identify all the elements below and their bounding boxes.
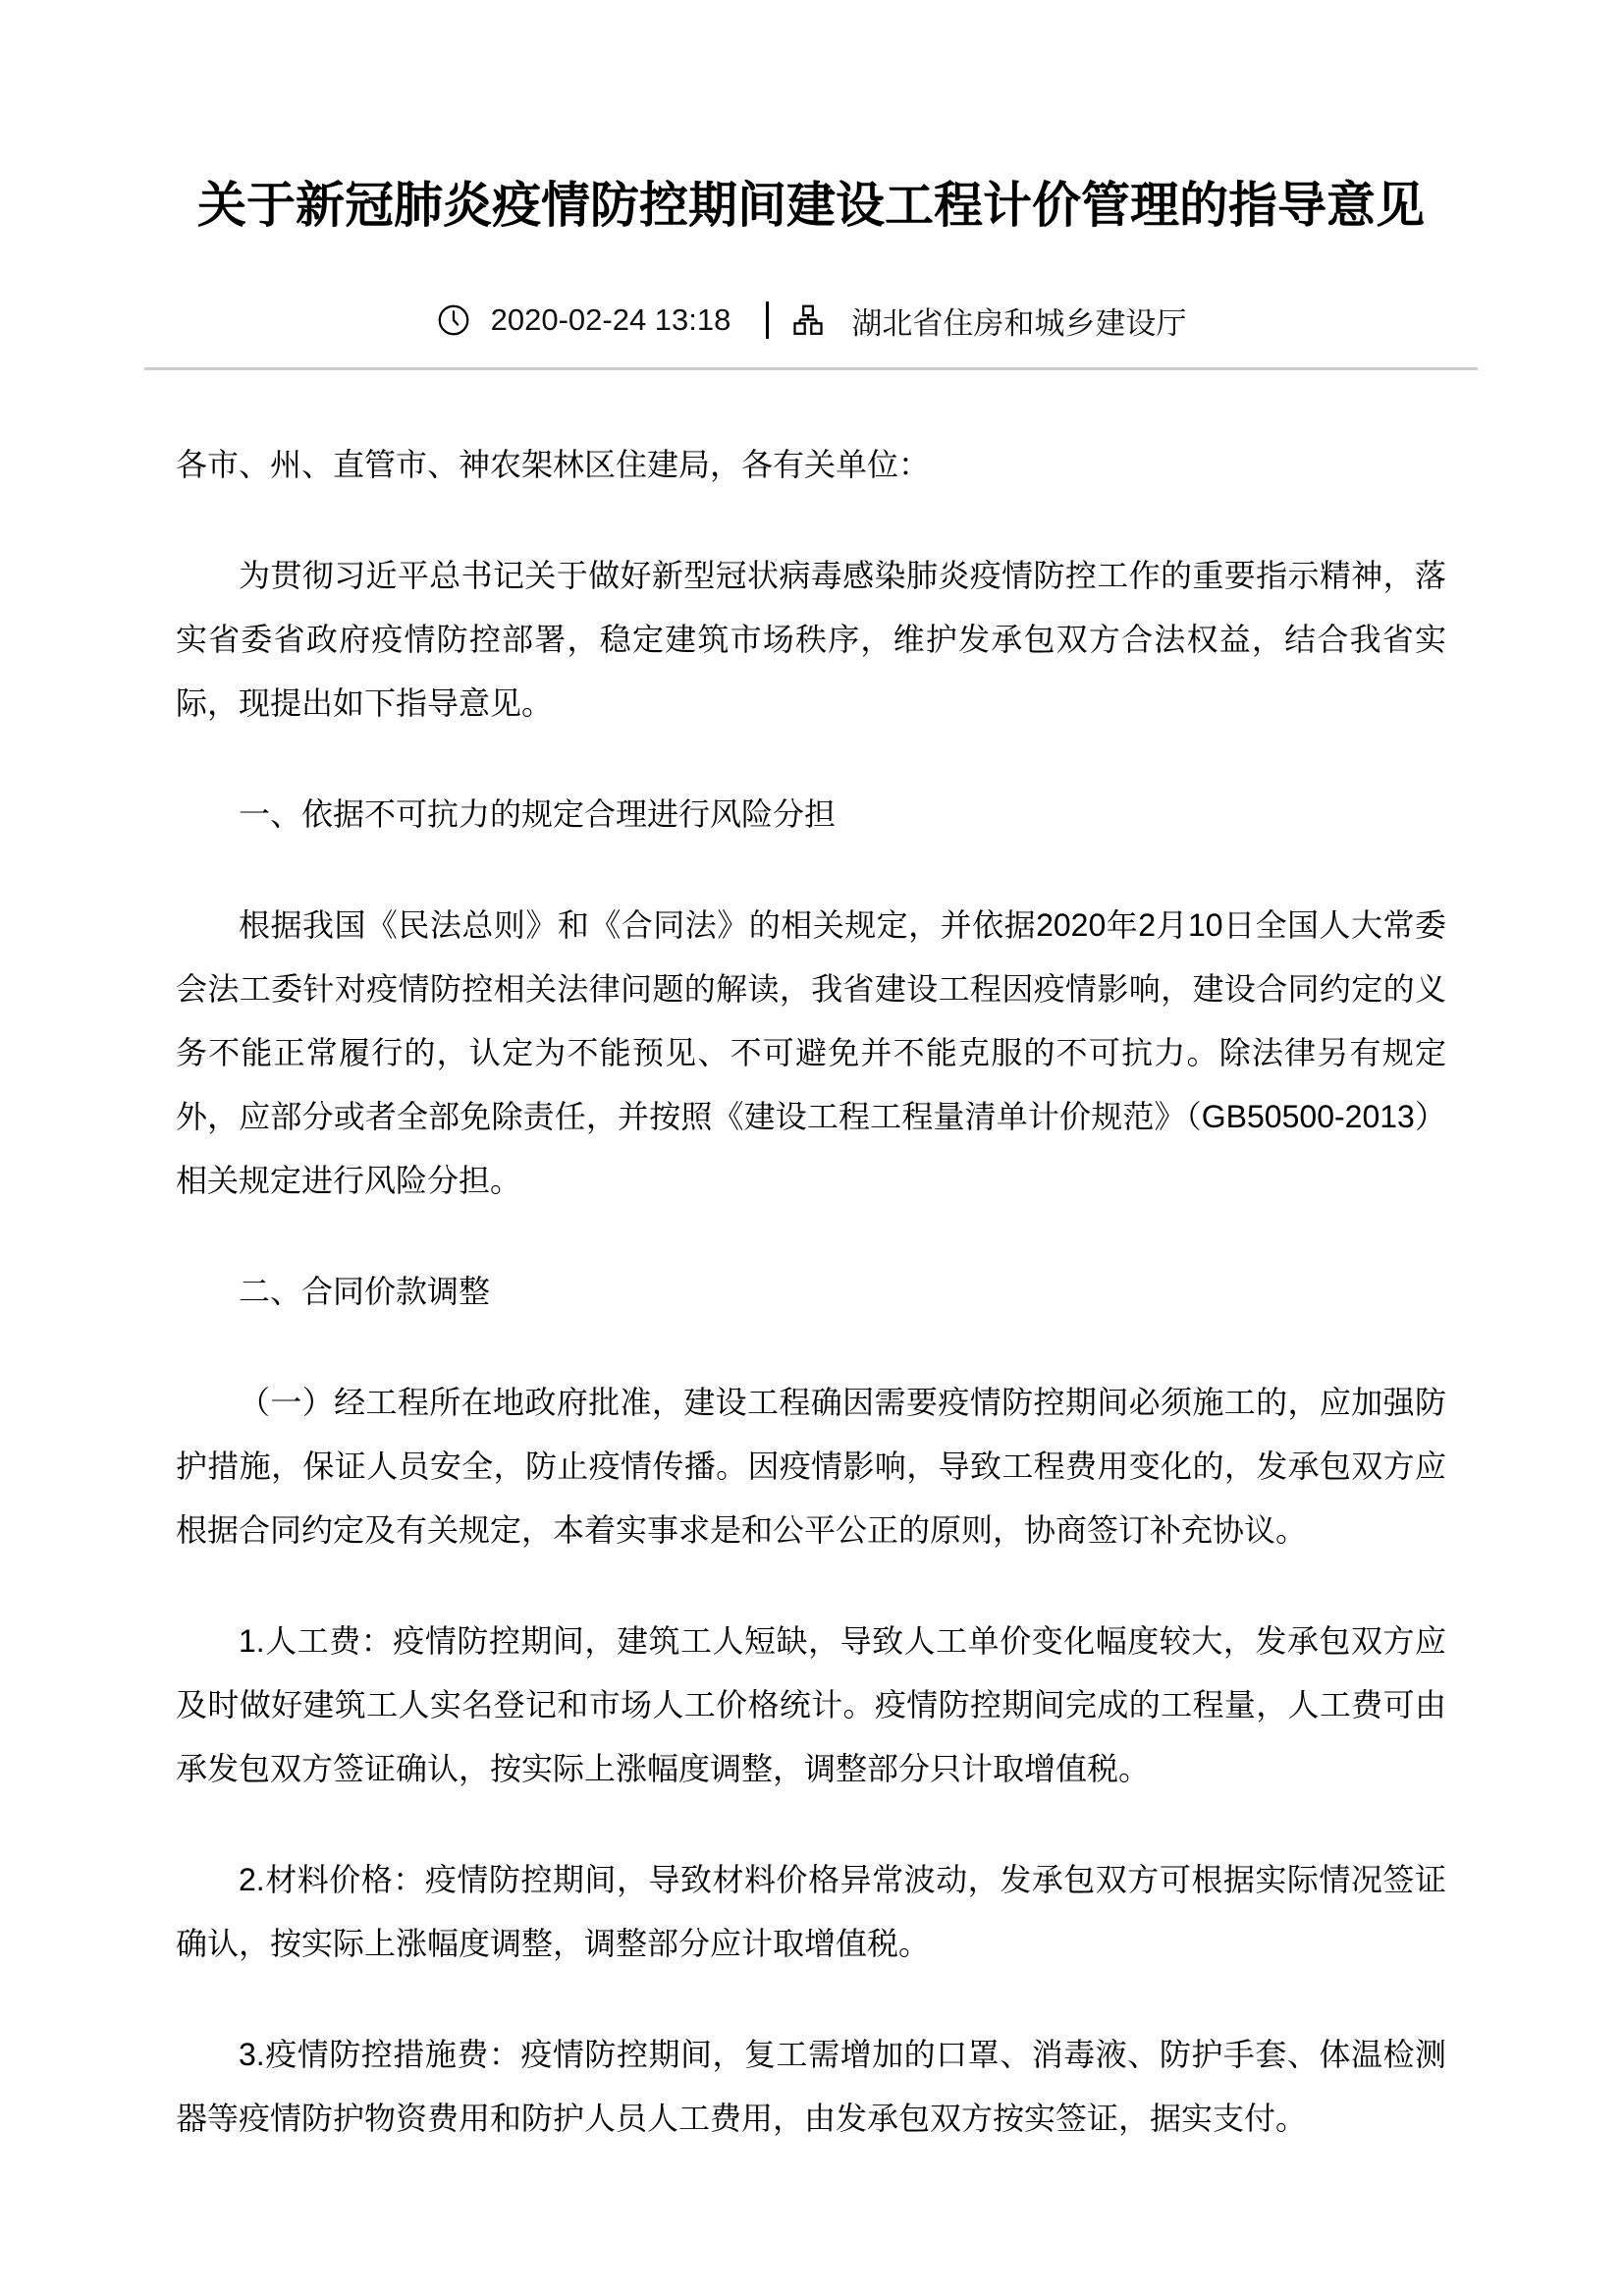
paragraph-section-2-item-2: 2.材料价格：疫情防控期间，导致材料价格异常波动，发承包双方可根据实际情况签证确认，按实际上涨幅度调整，调整部分应计取增值税。: [176, 1862, 1446, 1961]
article-title: 关于新冠肺炎疫情防控期间建设工程计价管理的指导意见: [197, 178, 1425, 233]
publish-time: 2020-02-24 13:18: [490, 302, 731, 337]
paragraph-section-1: 根据我国《民法总则》和《合同法》的相关规定，并依据2020年2月10日全国人大常委会法工委针对疫情防控相关法律问题的解读，我省建设工程因疫情影响，建设合同约定的义务不能正常履行的，认定为不能预见、不可避免并不能克服的不可抗力。除法律另有规定外，应部分或者全部免除责任，并按照《建设工程工程量清单计价规范》（GB50500-2013）相关规定进行风险分担。: [176, 907, 1446, 1198]
meta-separator: [766, 301, 769, 339]
article-page: [144, 0, 1478, 2151]
sitemap-icon: [790, 302, 826, 338]
article-meta: [144, 299, 1478, 342]
clock-icon: [436, 302, 471, 338]
section-heading-2: 二、合同价款调整: [239, 1274, 491, 1309]
paragraph-intro: 为贯彻习近平总书记关于做好新型冠状病毒感染肺炎疫情防控工作的重要指示精神，落实省委省政府疫情防控部署，稳定建筑市场秩序，维护发承包双方合法权益，结合我省实际，现提出如下指导意见。: [176, 558, 1446, 721]
paragraph-section-2-item-3: 3.疫情防控措施费：疫情防控期间，复工需增加的口罩、消毒液、防护手套、体温检测器等疫情防护物资费用和防护人员人工费用，由发承包双方按实签证，据实支付。: [176, 2037, 1446, 2136]
source-name: 湖北省住房和城乡建设厅: [851, 305, 1187, 341]
paragraph-section-2-item-1: 1.人工费：疫情防控期间，建筑工人短缺，导致人工单价变化幅度较大，发承包双方应及时做好建筑工人实名登记和市场人工价格统计。疫情防控期间完成的工程量，人工费可由承发包双方签证确认，按实际上涨幅度调整，调整部分只计取增值税。: [176, 1623, 1446, 1786]
paragraph-section-2-item-0: （一）经工程所在地政府批准，建设工程确因需要疫情防控期间必须施工的，应加强防护措施，保证人员安全，防止疫情传播。因疫情影响，导致工程费用变化的，发承包双方应根据合同约定及有关规定，本着实事求是和公平公正的原则，协商签订补充协议。: [176, 1385, 1446, 1548]
header-divider: [144, 367, 1478, 370]
salutation-line: 各市、州、直管市、神农架林区住建局，各有关单位：: [176, 447, 931, 482]
article-body: [144, 433, 1478, 2151]
section-heading-1: 一、依据不可抗力的规定合理进行风险分担: [239, 796, 837, 832]
